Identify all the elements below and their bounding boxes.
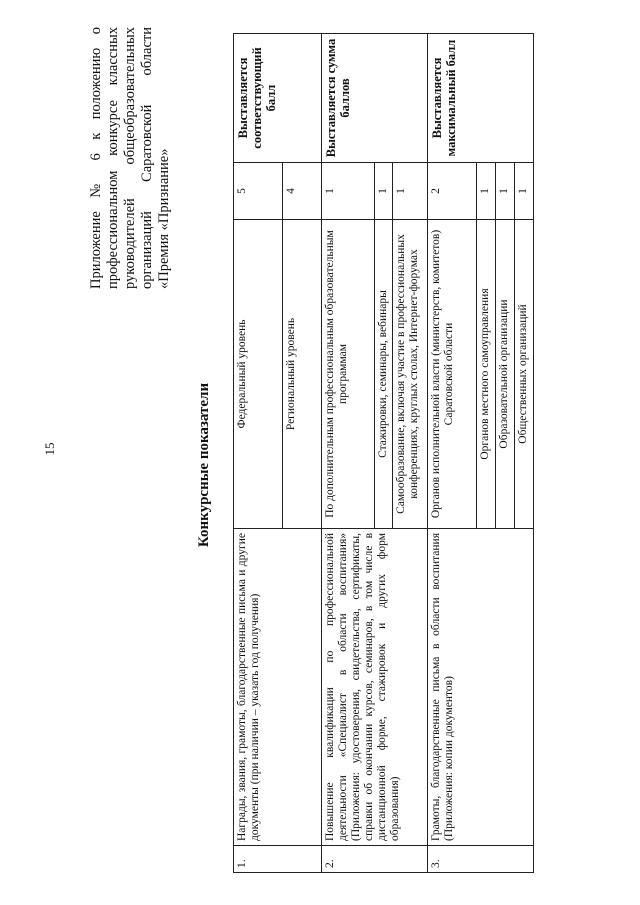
level-score: 4 [283, 163, 322, 220]
level-score: 1 [393, 163, 428, 220]
row-description: Повышение квалификации по профессиональной деятельности «Специалист в области воспитания» (Приложения: удостоверения, свидетельства, сертификаты, справки об окончании курсов, семинаров, в том числе в дистанционной форме, стажировок и других форм образования) [322, 529, 428, 846]
level-score: 1 [322, 163, 375, 220]
page-number: 15 [42, 442, 57, 456]
level-score: 2 [428, 163, 477, 220]
scoring-rule: Выставляется максимальный балл [428, 34, 534, 163]
row-number: 2. [322, 846, 428, 873]
row-description: Грамоты, благодарственные письма в области воспитания (Приложения: копии документов) [428, 529, 534, 846]
level-score: 1 [496, 163, 515, 220]
table-row [322, 34, 375, 873]
page-title: Конкурсные показатели [196, 382, 212, 548]
table-row [428, 34, 477, 873]
level-score: 1 [375, 163, 393, 220]
scoring-rule: Выставляется соответствующий балл [234, 34, 322, 163]
level-label: Общественных организаций [515, 220, 534, 529]
level-score: 1 [515, 163, 534, 220]
level-label: Органов местного самоуправления [477, 220, 496, 529]
level-label: Федеральный уровень [234, 220, 283, 529]
row-number: 1. [234, 846, 322, 873]
level-label: Органов исполнительной власти (министерств, комитетов) Саратовской области [428, 220, 477, 529]
level-label: Стажировки, семинары, вебинары [375, 220, 393, 529]
level-label: По дополнительным профессиональным образовательным программам [322, 220, 375, 529]
appendix-heading: Приложение № 6 к положению о профессиональном конкурсе классных руководителей общеобразовательных организаций Саратовской области «Премия «Признание» [88, 27, 172, 289]
scoring-rule: Выставляется сумма баллов [322, 34, 428, 163]
level-score: 1 [477, 163, 496, 220]
table-row [234, 34, 283, 873]
level-label: Региональный уровень [283, 220, 322, 529]
level-label: Самообразование, включая участие в профессиональных конференциях, круглых столах, Интернет-форумах [393, 220, 428, 529]
indicators-table [233, 33, 534, 873]
row-number: 3. [428, 846, 534, 873]
row-description: Награды, звания, грамоты, благодарственные письма и другие документы (при наличии – указать год получения) [234, 529, 322, 846]
level-label: Образовательной организации [496, 220, 515, 529]
level-score: 5 [234, 163, 283, 220]
